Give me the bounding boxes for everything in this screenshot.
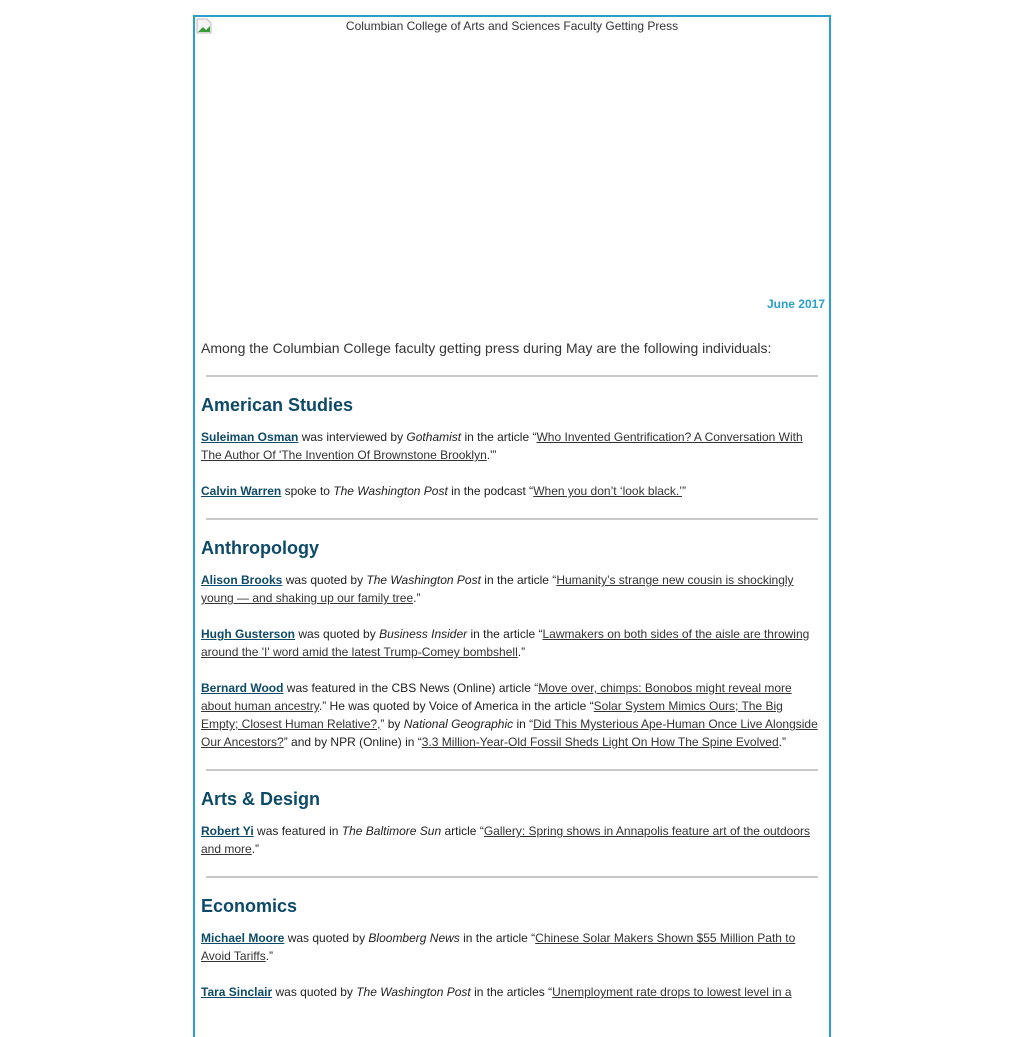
- publication-name: Bloomberg News: [368, 931, 460, 945]
- entry-text: spoke to: [281, 484, 334, 498]
- press-entry: [201, 679, 823, 751]
- article-link[interactable]: Humanity’s strange new cousin is shockingly young — and shaking up our family tree: [201, 573, 794, 605]
- publication-name: The Washington Post: [366, 573, 481, 587]
- publication-name: Business Insider: [379, 627, 468, 641]
- entry-text: article “: [441, 824, 484, 838]
- press-entry: [201, 571, 823, 607]
- article-link[interactable]: 3.3 Million-Year-Old Fossil Sheds Light On How The Spine Evolved: [421, 735, 779, 749]
- entry-text: was interviewed by: [298, 430, 407, 444]
- entry-text: .”: [517, 645, 526, 659]
- section-heading: American Studies: [201, 395, 354, 415]
- faculty-name-link[interactable]: Michael Moore: [201, 931, 285, 945]
- entry-text: was quoted by: [284, 931, 369, 945]
- newsletter-container: [193, 15, 831, 1037]
- header-image: [195, 17, 829, 311]
- publication-name: The Washington Post: [333, 484, 448, 498]
- faculty-name-link[interactable]: Tara Sinclair: [201, 985, 273, 999]
- faculty-name-link[interactable]: Hugh Gusterson: [201, 627, 296, 641]
- divider: [206, 375, 818, 377]
- faculty-name-link[interactable]: Suleiman Osman: [201, 430, 299, 444]
- faculty-name-link[interactable]: Alison Brooks: [201, 573, 283, 587]
- entry-text: in the podcast “: [447, 484, 534, 498]
- divider: [206, 518, 818, 520]
- faculty-name-link[interactable]: Robert Yi: [201, 824, 254, 838]
- entry-text: was quoted by: [282, 573, 367, 587]
- section-heading: Arts & Design: [201, 789, 321, 809]
- article-link[interactable]: Unemployment rate drops to lowest level in a: [552, 985, 792, 999]
- sections: [201, 375, 823, 1001]
- article-link[interactable]: Who Invented Gentrification? A Conversation With The Author Of 'The Invention Of Brownstone Brooklyn: [201, 430, 803, 462]
- article-link[interactable]: Gallery: Spring shows in Annapolis feature art of the outdoors and more: [201, 824, 811, 856]
- issue-date: June 2017: [766, 297, 825, 311]
- article-link[interactable]: Move over, chimps: Bonobos might reveal more about human ancestry: [201, 681, 792, 713]
- entry-text: ”: [681, 484, 686, 498]
- content: [195, 339, 829, 1001]
- divider: [206, 769, 818, 771]
- section-arts-design: [201, 769, 823, 858]
- entry-text: in the article “: [480, 573, 557, 587]
- article-link[interactable]: Did This Mysterious Ape-Human Once Live Alongside Our Ancestors?: [201, 717, 818, 749]
- entry-text: ” and by NPR (Online) in “: [283, 735, 422, 749]
- article-link[interactable]: Solar System Mimics Ours; The Big Empty; Closest Human Relative?,: [201, 699, 783, 731]
- entry-text: in the article “: [459, 931, 536, 945]
- article-link[interactable]: Chinese Solar Makers Shown $55 Million Path to Avoid Tariffs: [201, 931, 796, 963]
- entry-text: .”: [778, 735, 786, 749]
- press-entry: [201, 822, 823, 858]
- press-entry: [201, 428, 823, 464]
- press-entry: [201, 929, 823, 965]
- section-heading: Anthropology: [201, 538, 319, 558]
- entry-text: was quoted by: [295, 627, 380, 641]
- entry-text: in the article “: [461, 430, 537, 444]
- press-entry: [201, 482, 823, 500]
- entry-text: in the article “: [467, 627, 543, 641]
- entry-text: .”: [265, 949, 274, 963]
- entry-text: was featured in the CBS News (Online) article “: [283, 681, 539, 695]
- entry-text: ” by: [380, 717, 404, 731]
- entry-text: .”: [413, 591, 421, 605]
- section-economics: [201, 876, 823, 1001]
- entry-text: in the articles “: [470, 985, 553, 999]
- entry-text: .”: [251, 842, 260, 856]
- header-image-alt-text: Columbian College of Arts and Sciences Faculty Getting Press: [345, 19, 679, 33]
- article-link[interactable]: When you don’t ‘look black.’: [533, 484, 682, 498]
- press-entry: [201, 625, 823, 661]
- article-link[interactable]: Lawmakers on both sides of the aisle are throwing around the 'I' word amid the latest Trump-Comey bombshell: [201, 627, 810, 659]
- entry-text: .” He was quoted by Voice of America in the article “: [318, 699, 594, 713]
- intro-text: Among the Columbian College faculty getting press during May are the following individuals:: [201, 340, 772, 356]
- entry-text: was quoted by: [272, 985, 357, 999]
- publication-name: National Geographic: [403, 717, 514, 731]
- entry-text: in “: [513, 717, 534, 731]
- publication-name: The Baltimore Sun: [341, 824, 442, 838]
- publication-name: Gothamist: [406, 430, 462, 444]
- press-entry: [201, 983, 823, 1001]
- section-anthropology: [201, 518, 823, 751]
- faculty-name-link[interactable]: Bernard Wood: [201, 681, 284, 695]
- faculty-name-link[interactable]: Calvin Warren: [201, 484, 282, 498]
- divider: [206, 876, 818, 878]
- section-heading: Economics: [201, 896, 298, 916]
- entry-text: was featured in: [253, 824, 342, 838]
- publication-name: The Washington Post: [356, 985, 471, 999]
- section-american-studies: [201, 375, 823, 500]
- entry-text: .'”: [486, 448, 497, 462]
